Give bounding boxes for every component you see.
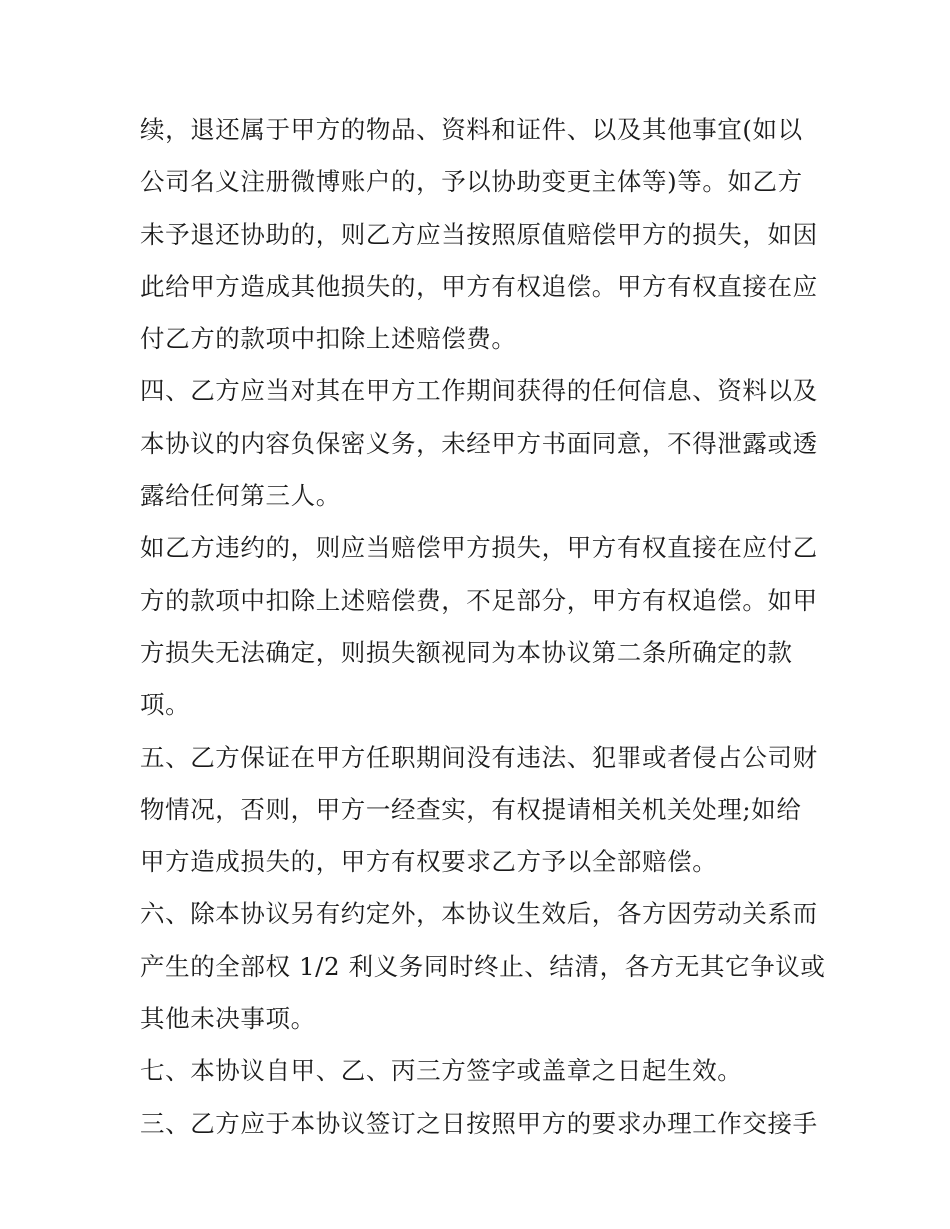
text-line: 六、除本协议另有约定外，本协议生效后，各方因劳动关系而 <box>140 899 818 929</box>
text-line: 如乙方违约的，则应当赔偿甲方损失，甲方有权直接在应付乙 <box>140 533 818 563</box>
text-line: 未予退还协助的，则乙方应当按照原值赔偿甲方的损失，如因 <box>140 219 818 249</box>
text-line: 其他未决事项。 <box>140 1004 316 1034</box>
text-line: 项。 <box>140 690 191 720</box>
text-line: 产生的全部权 1/2 利义务同时终止、结清，各方无其它争议或 <box>140 951 826 981</box>
text-line: 本协议的内容负保密义务，未经甲方书面同意，不得泄露或透 <box>140 428 818 458</box>
text-line: 甲方造成损失的，甲方有权要求乙方予以全部赔偿。 <box>140 847 718 877</box>
text-line: 三、乙方应于本协议签订之日按照甲方的要求办理工作交接手 <box>140 1108 818 1138</box>
text-line: 公司名义注册微博账户的，予以协助变更主体等)等。如乙方 <box>140 167 803 197</box>
text-line: 四、乙方应当对其在甲方工作期间获得的任何信息、资料以及 <box>140 376 818 406</box>
text-line: 五、乙方保证在甲方任职期间没有违法、犯罪或者侵占公司财 <box>140 742 818 772</box>
text-line: 方损失无法确定，则损失额视同为本协议第二条所确定的款 <box>140 637 793 667</box>
text-line: 续，退还属于甲方的物品、资料和证件、以及其他事宜(如以 <box>140 115 803 144</box>
text-line: 物情况，否则，甲方一经查实，有权提请相关机关处理;如给 <box>140 794 802 824</box>
document-body <box>140 104 830 1150</box>
text-line: 付乙方的款项中扣除上述赔偿费。 <box>140 324 517 354</box>
text-line: 方的款项中扣除上述赔偿费，不足部分，甲方有权追偿。如甲 <box>140 585 818 615</box>
text-line: 此给甲方造成其他损失的，甲方有权追偿。甲方有权直接在应 <box>140 271 818 301</box>
text-line: 露给任何第三人。 <box>140 481 341 511</box>
text-line: 七、本协议自甲、乙、丙三方签字或盖章之日起生效。 <box>140 1056 743 1086</box>
